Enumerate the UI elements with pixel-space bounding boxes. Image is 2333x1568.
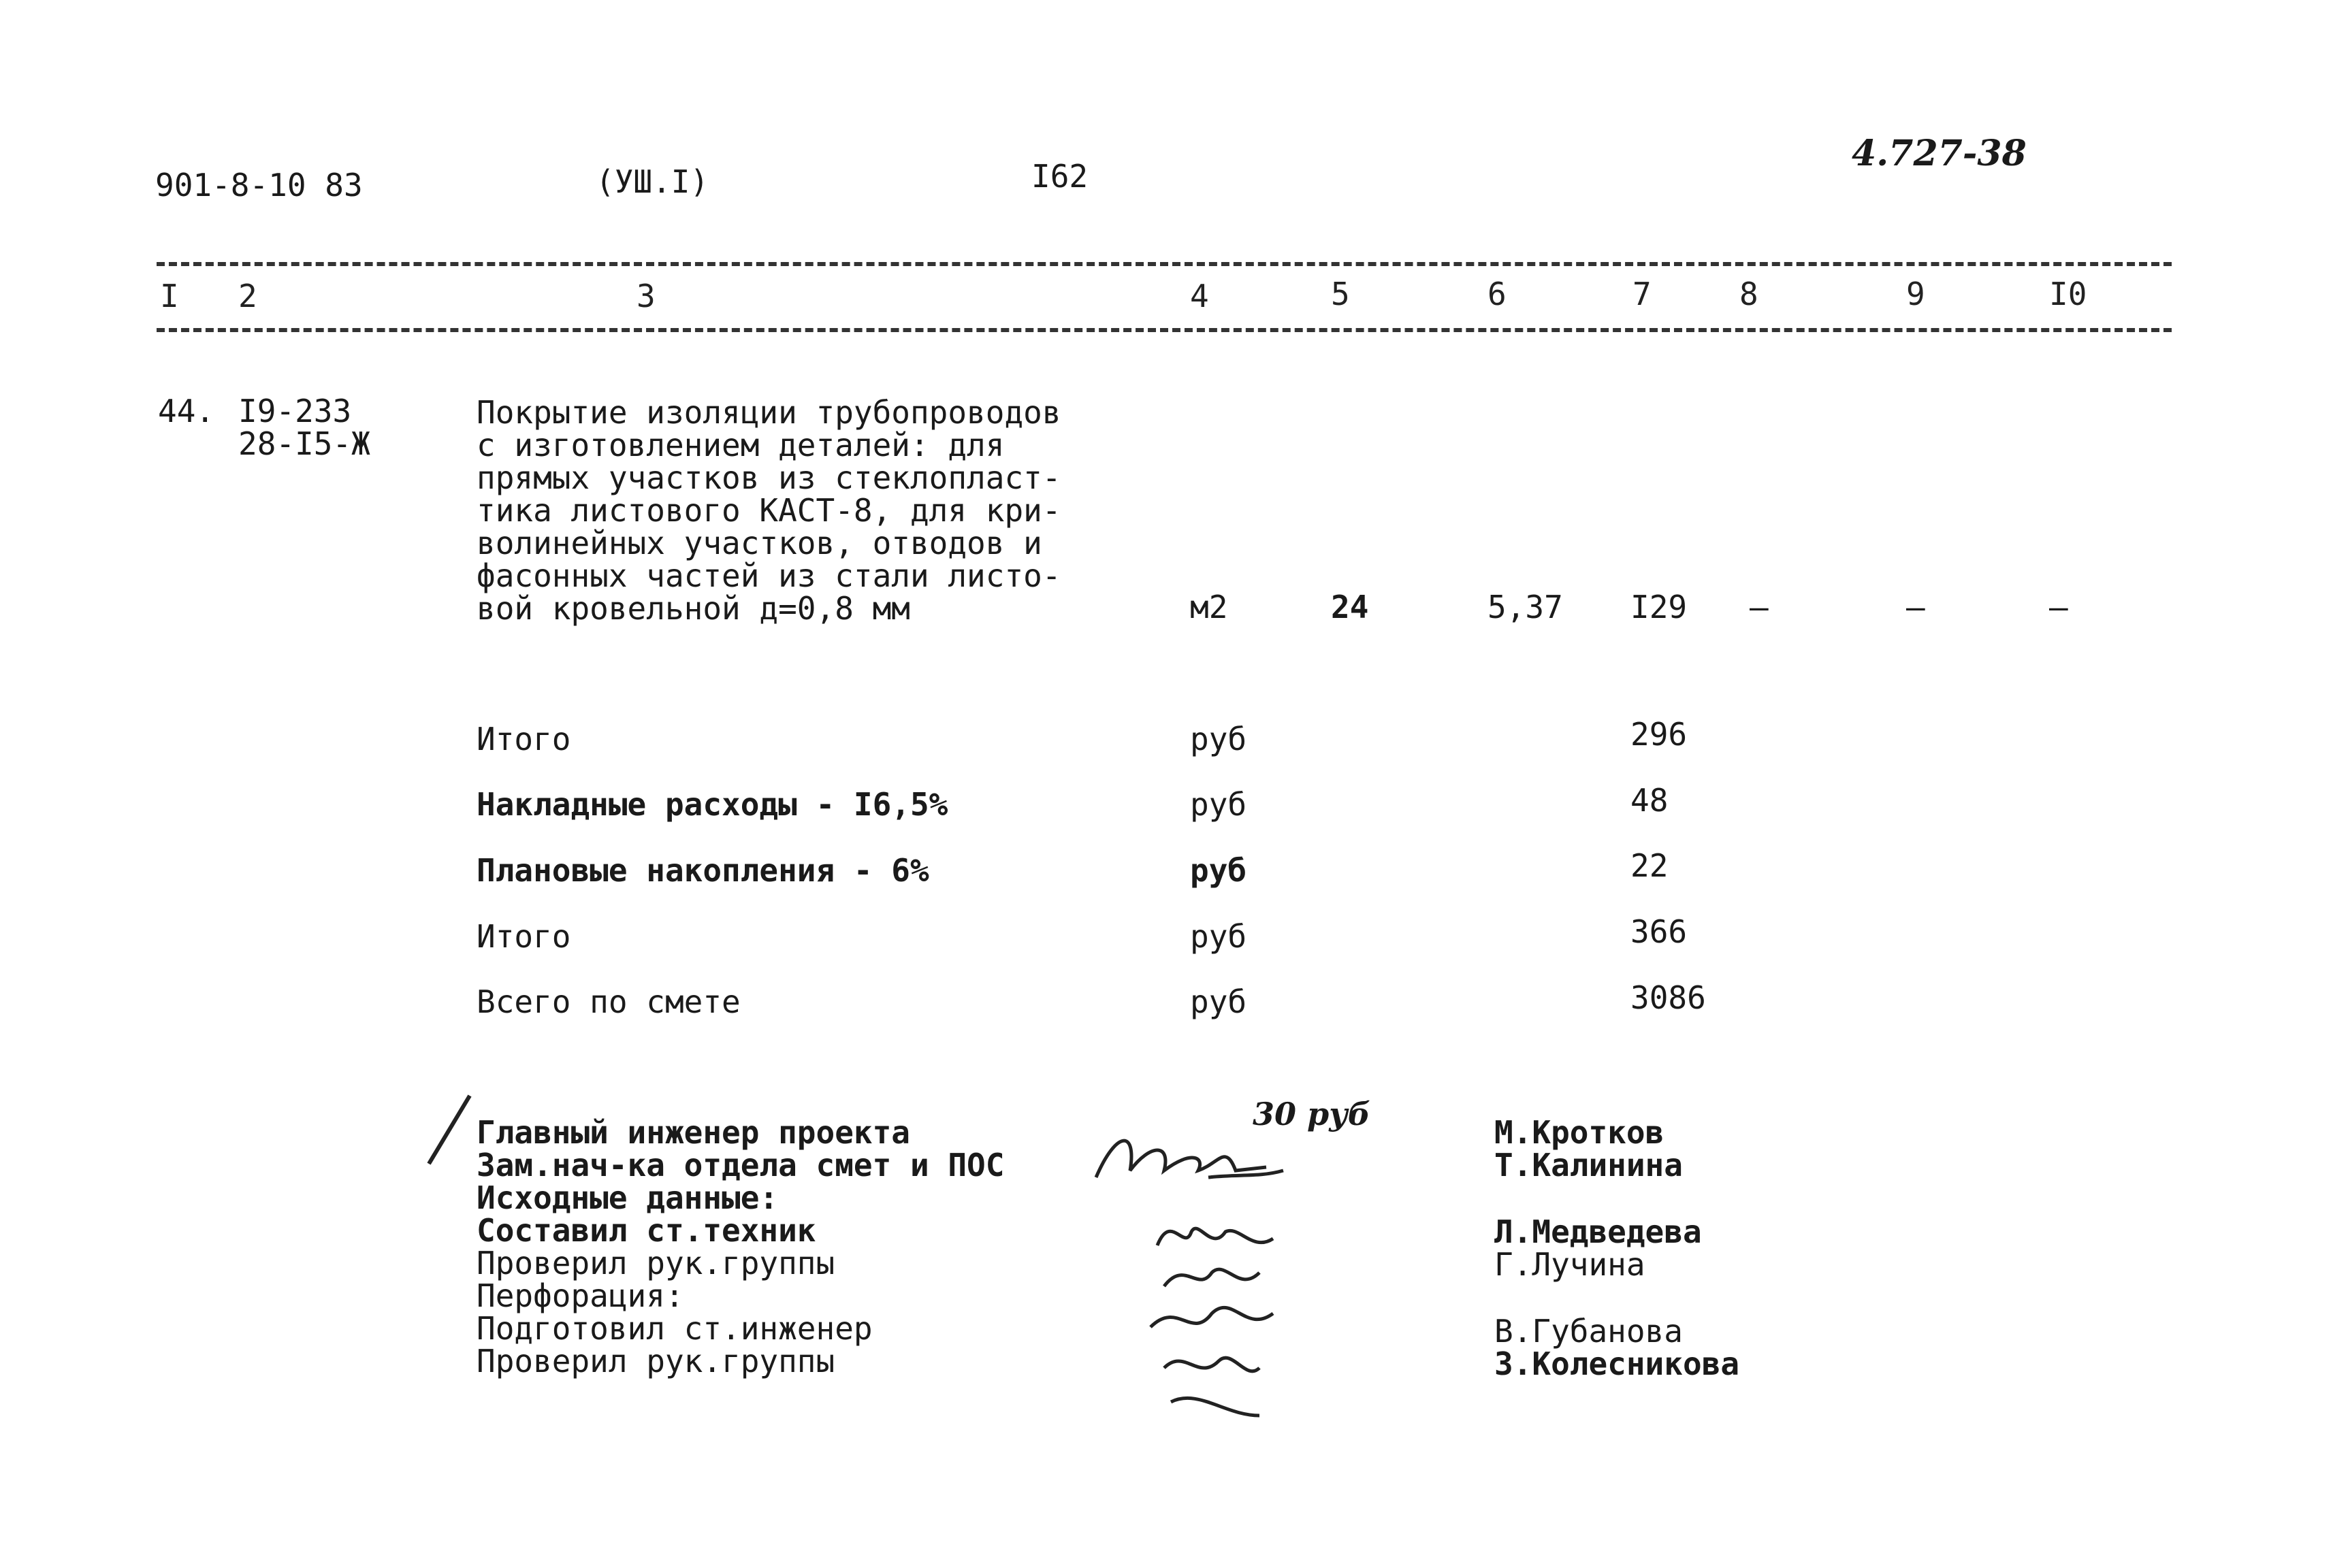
top-dashed-rule — [157, 262, 2172, 266]
name-deputy: Т.Калинина — [1494, 1147, 1683, 1183]
name-compiled: Л.Медведева — [1494, 1213, 1702, 1250]
item-unit-price: 5,37 — [1487, 589, 1563, 625]
summary-label: Итого — [477, 721, 571, 757]
section-label: (УШ.I) — [596, 163, 709, 200]
summary-value: 3086 — [1630, 979, 1706, 1016]
summary-label: Итого — [477, 918, 571, 955]
item-description-line: фасонных частей из стали листо- — [477, 557, 1061, 594]
column-header-8: 8 — [1739, 276, 1758, 312]
role-line: Проверил рук.группы — [477, 1245, 835, 1281]
summary-unit: руб — [1190, 852, 1247, 889]
summary-label: Накладные расходы - I6,5% — [477, 786, 948, 823]
name-chief-engineer: М.Кротков — [1494, 1114, 1664, 1151]
column-header-10: I0 — [2049, 276, 2087, 312]
role-line: Главный инженер проекта — [477, 1114, 910, 1151]
role-line: Проверил рук.группы — [477, 1343, 835, 1379]
name-checked2: З.Колесникова — [1494, 1345, 1740, 1382]
page-number: I62 — [1031, 158, 1089, 195]
item-unit: м2 — [1190, 589, 1228, 625]
document-code: 901-8-10 83 — [155, 167, 363, 203]
role-line: Перфорация: — [477, 1277, 684, 1314]
item-col9: – — [1906, 589, 1925, 625]
summary-label: Всего по смете — [477, 983, 741, 1020]
signature-roles — [477, 1116, 1004, 1377]
column-header-5: 5 — [1331, 276, 1350, 312]
summary-unit: руб — [1190, 983, 1247, 1020]
summary-unit: руб — [1190, 786, 1247, 823]
role-line: Зам.нач-ка отдела смет и ПОС — [477, 1147, 1005, 1183]
summary-unit: руб — [1190, 918, 1247, 955]
column-header-3: 3 — [637, 278, 656, 314]
summary-value: 22 — [1630, 847, 1669, 884]
item-col8: – — [1750, 589, 1769, 625]
role-line: Исходные данные: — [477, 1179, 779, 1216]
item-description-line: тика листового КАСТ-8, для кри- — [477, 492, 1061, 529]
column-header-6: 6 — [1487, 276, 1507, 312]
column-header-9: 9 — [1906, 276, 1925, 312]
stamp-number: 4.727-38 — [1852, 133, 2027, 174]
summary-unit: руб — [1190, 721, 1247, 757]
role-line: Составил ст.техник — [477, 1212, 816, 1249]
column-header-1: I — [160, 278, 179, 314]
item-quantity: 24 — [1331, 589, 1369, 625]
column-header-7: 7 — [1632, 276, 1652, 312]
summary-value: 366 — [1630, 913, 1688, 950]
item-description-line: прямых участков из стеклопласт- — [477, 459, 1061, 496]
summary-value: 48 — [1630, 782, 1669, 819]
column-header-4: 4 — [1190, 278, 1209, 314]
bottom-dashed-rule — [157, 328, 2172, 332]
item-total: I29 — [1630, 589, 1688, 625]
name-prepared: В.Губанова — [1494, 1313, 1683, 1350]
item-description-line: с изготовлением деталей: для — [477, 427, 1005, 463]
item-code-line2: 28-I5-Ж — [238, 425, 370, 462]
item-description-line: Покрытие изоляции трубопроводов — [477, 394, 1061, 431]
name-checked: Г.Лучина — [1494, 1246, 1645, 1283]
item-description — [477, 396, 1061, 625]
item-code-line1: I9-233 — [238, 393, 352, 429]
item-description-line: вой кровельной д=0,8 мм — [477, 590, 910, 627]
handwritten-note: 30 руб — [1253, 1096, 1370, 1132]
column-header-2: 2 — [238, 278, 257, 314]
item-description-line: волинейных участков, отводов и — [477, 525, 1042, 561]
signature-scribble — [1144, 1211, 1293, 1429]
summary-label: Плановые накопления - 6% — [477, 852, 929, 889]
margin-slash-mark — [422, 1092, 477, 1167]
summary-value: 296 — [1630, 716, 1688, 753]
item-col10: – — [2049, 589, 2068, 625]
role-line: Подготовил ст.инженер — [477, 1310, 873, 1347]
item-number: 44. — [158, 393, 215, 429]
signature-compiled — [1144, 1211, 1293, 1432]
